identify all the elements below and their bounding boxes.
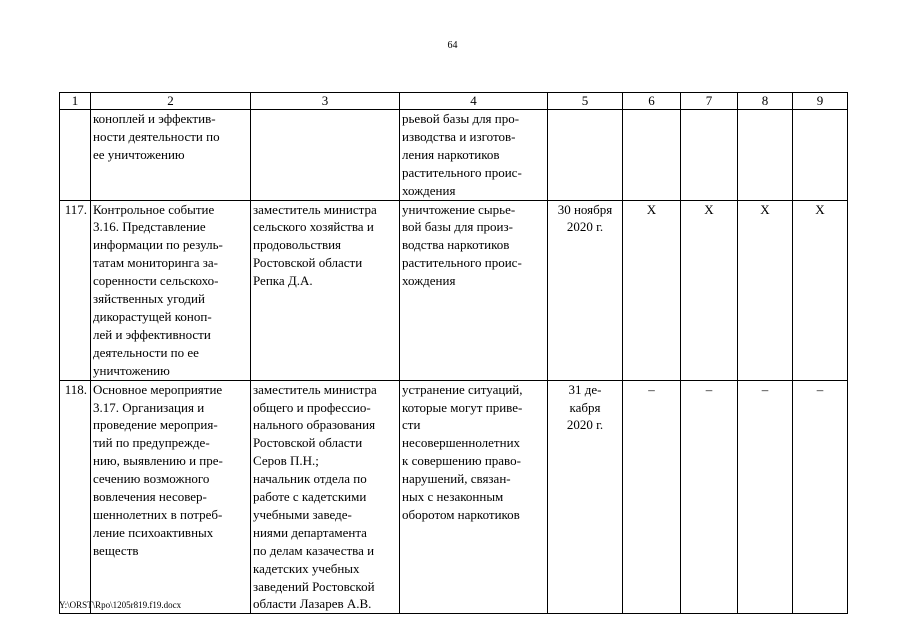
table-header-row: [60, 93, 848, 110]
row-number: 117.: [60, 200, 91, 380]
mark-cell: X: [623, 200, 681, 380]
table-row: [60, 380, 848, 614]
row-number: [60, 110, 91, 201]
deadline-cell: 31 де- кабря 2020 г.: [548, 380, 623, 614]
mark-cell: [681, 110, 738, 201]
responsible-cell: заместитель министра общего и профессио- нального образования Ростовской области Серов П.Н.; начальник отдела по работе с кадетскими учебными заведе- ниями департамента по делам казачества и кадетских учебных заведений Ростовской области Лазарев А.В.: [251, 380, 400, 614]
column-header: 1: [60, 93, 91, 110]
responsible-cell: [251, 110, 400, 201]
column-header: 5: [548, 93, 623, 110]
file-path-footer: Y:\ORST\Rpo\1205r819.f19.docx: [59, 600, 182, 610]
result-cell: рьевой базы для про- изводства и изготов- ления наркотиков растительного проис- хождения: [400, 110, 548, 201]
mark-cell: X: [793, 200, 848, 380]
column-header: 8: [738, 93, 793, 110]
mark-cell: [738, 110, 793, 201]
column-header: 9: [793, 93, 848, 110]
row-number: 118.: [60, 380, 91, 614]
mark-cell: –: [623, 380, 681, 614]
column-header: 6: [623, 93, 681, 110]
column-header: 4: [400, 93, 548, 110]
event-cell: Контрольное событие 3.16. Представление информации по резуль- татам мониторинга за- соренности сельскохо- зяйственных угодий дикорастущей коноп- лей и эффективности деятельности по ее уничтожению: [91, 200, 251, 380]
mark-cell: –: [681, 380, 738, 614]
mark-cell: [623, 110, 681, 201]
mark-cell: [793, 110, 848, 201]
deadline-cell: [548, 110, 623, 201]
mark-cell: –: [738, 380, 793, 614]
column-header: 3: [251, 93, 400, 110]
event-cell: Основное мероприятие 3.17. Организация и проведение мероприя- тий по предупрежде- нию, выявлению и пре- сечению возможного вовлечения несовер- шеннолетних в потреб- ление психоактивных веществ: [91, 380, 251, 614]
page-number: 64: [447, 40, 458, 51]
table-row: [60, 200, 848, 380]
responsible-cell: заместитель министра сельского хозяйства и продовольствия Ростовской области Репка Д.А.: [251, 200, 400, 380]
mark-cell: X: [681, 200, 738, 380]
deadline-cell: 30 ноября 2020 г.: [548, 200, 623, 380]
column-header: 7: [681, 93, 738, 110]
mark-cell: –: [793, 380, 848, 614]
column-header: 2: [91, 93, 251, 110]
result-cell: уничтожение сырье- вой базы для произ- водства наркотиков растительного проис- хождения: [400, 200, 548, 380]
result-cell: устранение ситуаций, которые могут приве- сти несовершеннолетних к совершению право- нарушений, связан- ных с незаконным оборотом наркотиков: [400, 380, 548, 614]
table-row: [60, 110, 848, 201]
program-table: [59, 92, 848, 614]
mark-cell: X: [738, 200, 793, 380]
event-cell: коноплей и эффектив- ности деятельности по ее уничтожению: [91, 110, 251, 201]
